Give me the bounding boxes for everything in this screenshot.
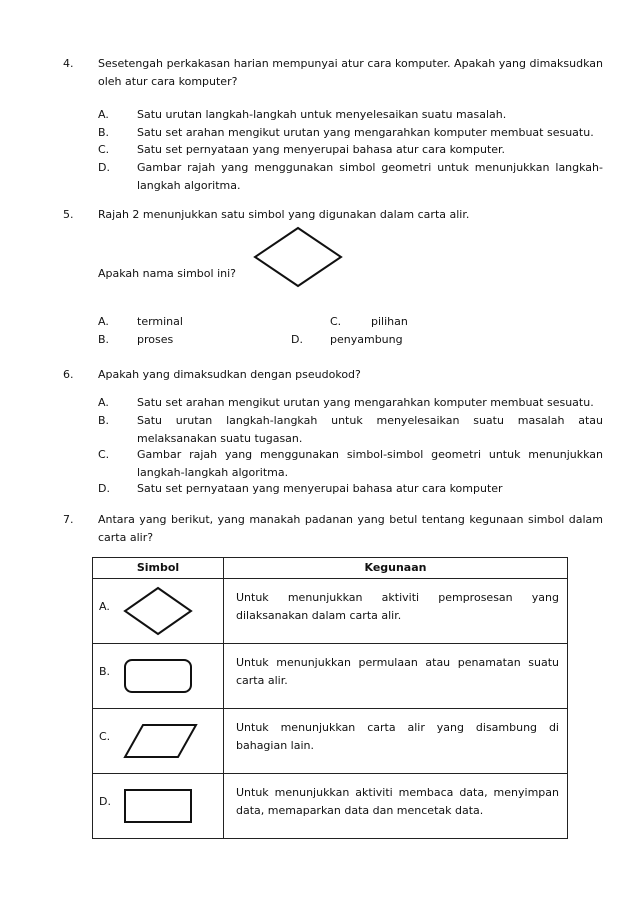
option-text: Satu set arahan mengikut urutan yang mengarahkan komputer membuat sesuatu. <box>137 396 594 409</box>
option-text: Satu set pernyataan yang menyerupai bahasa atur cara komputer <box>137 482 503 495</box>
option-letter: D. <box>98 161 110 174</box>
question-5-text: Rajah 2 menunjukkan satu simbol yang digunakan dalam carta alir. <box>98 208 470 221</box>
table-row-c[interactable] <box>93 709 568 774</box>
table-row-a[interactable] <box>93 579 568 644</box>
option-letter: D. <box>98 482 110 495</box>
question-5-question: Apakah nama simbol ini? <box>98 267 236 280</box>
question-7-text: Antara yang berikut, yang manakah padanan yang betul tentang kegunaan simbol dalam carta alir? <box>98 513 603 544</box>
table-header-row <box>93 558 568 579</box>
option-text: terminal <box>137 315 183 328</box>
row-letter: C. <box>99 730 111 743</box>
rounded-rectangle-shape-icon <box>123 658 193 694</box>
question-5-number: 5. <box>63 208 74 221</box>
option-text: Gambar rajah yang menggunakan simbol-simbol geometri untuk menunjukkan langkah-langkah algoritma. <box>137 448 603 479</box>
option-text: Satu urutan langkah-langkah untuk menyelesaikan suatu masalah. <box>137 108 507 121</box>
option-text: proses <box>137 333 174 346</box>
question-4-number: 4. <box>63 57 74 70</box>
question-6-text: Apakah yang dimaksudkan dengan pseudokod? <box>98 368 361 381</box>
option-letter: A. <box>98 108 109 121</box>
option-text: Satu set arahan mengikut urutan yang mengarahkan komputer membuat sesuatu. <box>137 126 594 139</box>
use-cell: Untuk menunjukkan aktiviti membaca data, menyimpan data, memaparkan data dan mencetak data. <box>224 774 568 839</box>
symbol-cell <box>93 774 224 839</box>
rectangle-shape-icon <box>123 788 193 824</box>
header-symbol: Simbol <box>93 558 224 579</box>
option-text: Satu set pernyataan yang menyerupai bahasa atur cara komputer. <box>137 143 506 156</box>
table-row-b[interactable] <box>93 644 568 709</box>
option-letter: B. <box>98 333 110 346</box>
question-6-number: 6. <box>63 368 74 381</box>
option-text: Gambar rajah yang menggunakan simbol geometri untuk menunjukkan langkah-langkah algoritma. <box>137 161 603 192</box>
use-cell: Untuk menunjukkan permulaan atau penamatan suatu carta alir. <box>224 644 568 709</box>
table-row-d[interactable] <box>93 774 568 839</box>
option-letter: B. <box>98 126 110 139</box>
option-text: penyambung <box>330 333 403 346</box>
diamond-shape-icon <box>123 586 193 636</box>
option-letter: A. <box>98 315 109 328</box>
option-text: pilihan <box>371 315 408 328</box>
option-letter: D. <box>291 333 303 346</box>
option-letter: C. <box>98 143 110 156</box>
symbol-cell <box>93 579 224 644</box>
question-4-text: Sesetengah perkakasan harian mempunyai atur cara komputer. Apakah yang dimaksudkan oleh atur cara komputer? <box>98 57 603 88</box>
question-7-number: 7. <box>63 513 74 526</box>
option-letter: C. <box>330 315 342 328</box>
option-letter: B. <box>98 414 110 427</box>
row-letter: A. <box>99 600 110 613</box>
use-cell: Untuk menunjukkan carta alir yang disambung di bahagian lain. <box>224 709 568 774</box>
symbol-usage-table <box>92 557 568 839</box>
row-letter: D. <box>99 795 111 808</box>
option-text: Satu urutan langkah-langkah untuk menyelesaikan suatu masalah atau melaksanakan suatu tugasan. <box>137 414 603 445</box>
parallelogram-shape-icon <box>123 723 198 759</box>
symbol-cell <box>93 644 224 709</box>
use-cell: Untuk menunjukkan aktiviti pemprosesan yang dilaksanakan dalam carta alir. <box>224 579 568 644</box>
header-use: Kegunaan <box>224 558 568 579</box>
option-letter: A. <box>98 396 109 409</box>
option-letter: C. <box>98 448 110 461</box>
symbol-cell <box>93 709 224 774</box>
row-letter: B. <box>99 665 111 678</box>
